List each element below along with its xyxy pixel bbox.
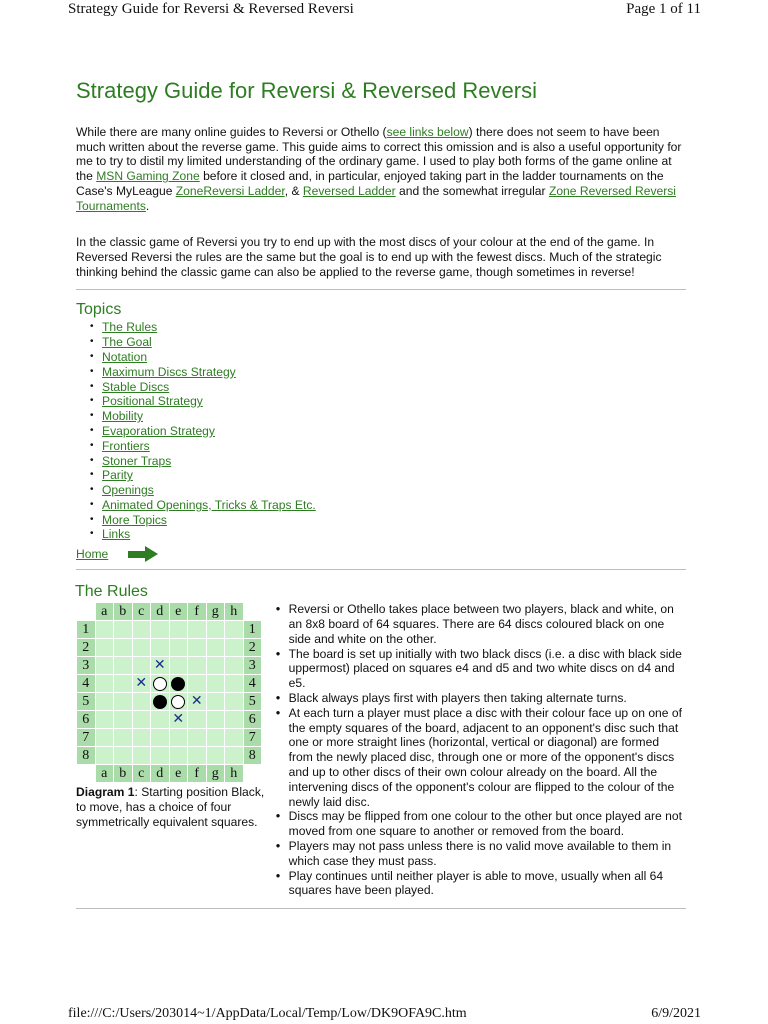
rule-item: ● Black always plays first with players then taking alternate turns. (289, 691, 686, 706)
topic-link[interactable]: The Goal (102, 335, 152, 350)
board-row-label: 7 (77, 729, 95, 746)
board-square-d3 (151, 657, 169, 674)
board-square-f3 (188, 657, 206, 674)
legal-move-mark-icon: ✕ (190, 693, 203, 710)
board-square-d1 (151, 621, 169, 638)
rules-list (275, 602, 686, 898)
rule-item: ● Play continues until neither player is able to move, usually when all 64 squares have been played. (289, 869, 686, 899)
board-square-a2 (96, 639, 114, 656)
board-column-label: c (133, 603, 151, 620)
topic-item (102, 335, 686, 350)
board-square-a3 (96, 657, 114, 674)
print-header-title: Strategy Guide for Reversi & Reversed Reversi (68, 1, 354, 17)
diagram-caption (76, 785, 266, 829)
board-corner (244, 765, 262, 782)
topic-link[interactable]: Evaporation Strategy (102, 423, 215, 438)
board-square-b4 (114, 675, 132, 692)
board-square-g7 (207, 729, 225, 746)
board-square-a8 (96, 747, 114, 764)
intro-paragraph-2: In the classic game of Reversi you try to end up with the most discs of your colour at the end of the game. In Reversed Reversi the rules are the same but the goal is to end up with the fewest discs. Much of the strategic thinking behind the classic game can also be applied to the reverse game, though sometimes in reverse! (76, 235, 662, 279)
legal-move-mark-icon: ✕ (153, 657, 166, 674)
topic-link[interactable]: Openings (102, 483, 154, 498)
reversi-board (76, 602, 262, 783)
board-column-label: e (170, 603, 188, 620)
board-square-f6 (188, 711, 206, 728)
board-square-g4 (207, 675, 225, 692)
topic-item (102, 527, 686, 542)
board-square-d8 (151, 747, 169, 764)
page-content (76, 76, 686, 909)
board-square-b1 (114, 621, 132, 638)
black-disc (153, 695, 167, 709)
board-row-label: 1 (77, 621, 95, 638)
board-square-b3 (114, 657, 132, 674)
board-row-label: 4 (77, 675, 95, 692)
board-square-a1 (96, 621, 114, 638)
topic-item (102, 498, 686, 513)
board-square-g1 (207, 621, 225, 638)
legal-move-mark-icon: ✕ (135, 675, 148, 692)
intro-link[interactable]: ZoneReversi Ladder (175, 183, 285, 198)
topic-link[interactable]: Mobility (102, 409, 143, 424)
board-row-label: 4 (244, 675, 262, 692)
topic-link[interactable]: Animated Openings, Tricks & Traps Etc. (102, 497, 316, 512)
board-square-e5 (170, 693, 188, 710)
board-square-h4 (225, 675, 243, 692)
board-square-e4 (170, 675, 188, 692)
print-footer-date: 6/9/2021 (651, 1006, 701, 1021)
board-square-h1 (225, 621, 243, 638)
board-column-label: h (225, 603, 243, 620)
board-column-label: d (151, 765, 169, 782)
board-row-label: 5 (244, 693, 262, 710)
board-square-h8 (225, 747, 243, 764)
board-square-c8 (133, 747, 151, 764)
board-corner (244, 603, 262, 620)
board-column (76, 602, 275, 898)
board-square-c2 (133, 639, 151, 656)
board-row-label: 1 (244, 621, 262, 638)
board-row-label: 2 (244, 639, 262, 656)
board-square-h5 (225, 693, 243, 710)
board-square-f7 (188, 729, 206, 746)
board-square-d4 (151, 675, 169, 692)
divider (76, 908, 686, 909)
board-row (77, 657, 261, 674)
topic-item (102, 439, 686, 454)
board-column-label: b (114, 765, 132, 782)
board-square-f2 (188, 639, 206, 656)
rule-item: ● The board is set up initially with two black discs (i.e. a disc with black side uppermost) placed on squares e4 and d5 and two white discs on d4 and e5. (289, 647, 686, 691)
rule-item: ● Players may not pass unless there is no valid move available to them in which case they must pass. (289, 839, 686, 869)
board-square-e8 (170, 747, 188, 764)
intro-text: ) there does not seem to have been much written about the reverse game. This guide aims to correct this omission and is also a useful opportunity for me to try to distil my limited understanding of the ordinary game. I used to play both forms of the game online at the (76, 125, 682, 184)
board-row-label: 6 (244, 711, 262, 728)
topic-link[interactable]: Maximum Discs Strategy (102, 364, 236, 379)
board-square-e6 (170, 711, 188, 728)
board-row (77, 711, 261, 728)
board-row-label: 6 (77, 711, 95, 728)
board-column-label: f (188, 603, 206, 620)
topic-item (102, 513, 686, 528)
board-square-a7 (96, 729, 114, 746)
board-square-c3 (133, 657, 151, 674)
topic-link[interactable]: More Topics (102, 512, 167, 527)
board-column-label: g (207, 765, 225, 782)
intro-text: before it closed and, in particular, enjoyed taking part in the ladder tournaments on the Case's MyLeague (76, 169, 664, 198)
board-square-g8 (207, 747, 225, 764)
board-square-c7 (133, 729, 151, 746)
board-square-f5 (188, 693, 206, 710)
board-square-h3 (225, 657, 243, 674)
intro-link[interactable]: MSN Gaming Zone (96, 169, 200, 184)
board-square-d7 (151, 729, 169, 746)
intro-text: While there are many online guides to Reversi or Othello ( (76, 125, 387, 139)
board-corner (77, 765, 95, 782)
topic-item (102, 320, 686, 335)
board-square-d2 (151, 639, 169, 656)
topic-link[interactable]: The Rules (102, 320, 158, 335)
board-column-labels-top (77, 603, 261, 620)
print-header-page: Page 1 of 11 (626, 1, 701, 17)
board-square-a5 (96, 693, 114, 710)
board-row-label: 2 (77, 639, 95, 656)
intro-link[interactable]: see links below (386, 125, 469, 139)
page-title: Strategy Guide for Reversi & Reversed Reversi (76, 78, 537, 103)
topic-link[interactable]: Notation (102, 349, 148, 364)
board-column-label: c (133, 765, 151, 782)
topic-item (102, 483, 686, 498)
board-square-h6 (225, 711, 243, 728)
topic-item (102, 380, 686, 395)
diagram-caption-label: Diagram 1 (76, 785, 135, 800)
board-column-label: g (207, 603, 225, 620)
board-column-label: d (151, 603, 169, 620)
topic-link[interactable]: Positional Strategy (102, 394, 203, 409)
board-row (77, 747, 261, 764)
board-square-c4 (133, 675, 151, 692)
diagram-caption-text: : Starting position Black, to move, has a choice of four symmetrically equivalent squares. (76, 785, 265, 829)
board-square-b2 (114, 639, 132, 656)
right-arrow-icon[interactable] (128, 547, 158, 561)
board-square-e7 (170, 729, 188, 746)
board-square-b5 (114, 693, 132, 710)
intro-link[interactable]: Zone Reversed Reversi Tournaments (76, 183, 676, 213)
rules-section (76, 602, 686, 898)
print-footer (68, 1006, 701, 1024)
legal-move-mark-icon: ✕ (172, 711, 185, 728)
home-row (76, 547, 686, 561)
board-row-label: 8 (244, 747, 262, 764)
white-disc (153, 677, 167, 691)
board-square-b7 (114, 729, 132, 746)
board-column-label: a (96, 765, 114, 782)
board-square-e3 (170, 657, 188, 674)
board-square-c1 (133, 621, 151, 638)
board-column-label: b (114, 603, 132, 620)
board-square-b6 (114, 711, 132, 728)
board-column-label: f (188, 765, 206, 782)
board-square-a4 (96, 675, 114, 692)
topic-item (102, 365, 686, 380)
board-corner (77, 603, 95, 620)
topic-item (102, 409, 686, 424)
board-square-f4 (188, 675, 206, 692)
rule-item: ● Discs may be flipped from one colour to the other but once played are not moved from one square to another or removed from the board. (289, 809, 686, 839)
board-square-e1 (170, 621, 188, 638)
board-row (77, 639, 261, 656)
intro-text: . (145, 198, 150, 213)
board-square-h7 (225, 729, 243, 746)
intro-link[interactable]: Reversed Ladder (302, 183, 396, 198)
topic-item (102, 468, 686, 483)
board-square-b8 (114, 747, 132, 764)
board-row-label: 5 (77, 693, 95, 710)
board-square-a6 (96, 711, 114, 728)
print-footer-path: file:///C:/Users/203014~1/AppData/Local/Temp/Low/DK9OFA9C.htm (68, 1006, 467, 1021)
board-square-f1 (188, 621, 206, 638)
topic-item (102, 350, 686, 365)
board-square-h2 (225, 639, 243, 656)
board-square-e2 (170, 639, 188, 656)
topics-list (76, 320, 686, 542)
intro-text: and the somewhat irregular (395, 183, 549, 198)
intro-paragraph-1 (76, 125, 686, 213)
rule-item: ● Reversi or Othello takes place between two players, black and white, on an 8x8 board of 64 squares. There are 64 discs coloured black on one side and white on the other. (289, 602, 686, 646)
rules-heading: The Rules (75, 583, 148, 601)
topic-link[interactable]: Parity (102, 468, 133, 483)
topic-link[interactable]: Links (102, 527, 131, 542)
board-square-f8 (188, 747, 206, 764)
board-row-label: 8 (77, 747, 95, 764)
board-square-d6 (151, 711, 169, 728)
black-disc (171, 677, 185, 691)
board-column-labels-bottom (77, 765, 261, 782)
divider (76, 569, 686, 570)
board-row (77, 693, 261, 710)
board-row-label: 7 (244, 729, 262, 746)
rule-item: ● At each turn a player must place a disc with their colour face up on one of the empty squares of the board, adjacent to an opponent's disc such that one or more straight lines (horizontal, vertical or diagonal) are formed from the newly placed disc, through one or more of the opponent's discs and up to other discs of their own colour already on the board. All the intervening discs of the opponent's colour are flipped to the colour of the newly laid disc. (289, 706, 686, 810)
board-square-g5 (207, 693, 225, 710)
board-square-g6 (207, 711, 225, 728)
topics-heading: Topics (76, 301, 122, 319)
print-header (68, 0, 701, 20)
topic-link[interactable]: Stable Discs (102, 379, 170, 394)
board-square-g3 (207, 657, 225, 674)
home-link[interactable]: Home (76, 547, 109, 562)
board-column-label: a (96, 603, 114, 620)
board-row-label: 3 (244, 657, 262, 674)
board-row (77, 621, 261, 638)
topic-link[interactable]: Stoner Traps (102, 453, 172, 468)
topic-link[interactable]: Frontiers (102, 438, 150, 453)
board-square-g2 (207, 639, 225, 656)
board-square-c6 (133, 711, 151, 728)
white-disc (171, 695, 185, 709)
board-column-label: e (170, 765, 188, 782)
topic-item (102, 424, 686, 439)
topic-item (102, 394, 686, 409)
board-row (77, 675, 261, 692)
board-square-d5 (151, 693, 169, 710)
board-row (77, 729, 261, 746)
topic-item (102, 454, 686, 469)
board-column-label: h (225, 765, 243, 782)
board-row-label: 3 (77, 657, 95, 674)
board-square-c5 (133, 693, 151, 710)
intro-text: , & (284, 183, 303, 198)
divider (76, 289, 686, 290)
